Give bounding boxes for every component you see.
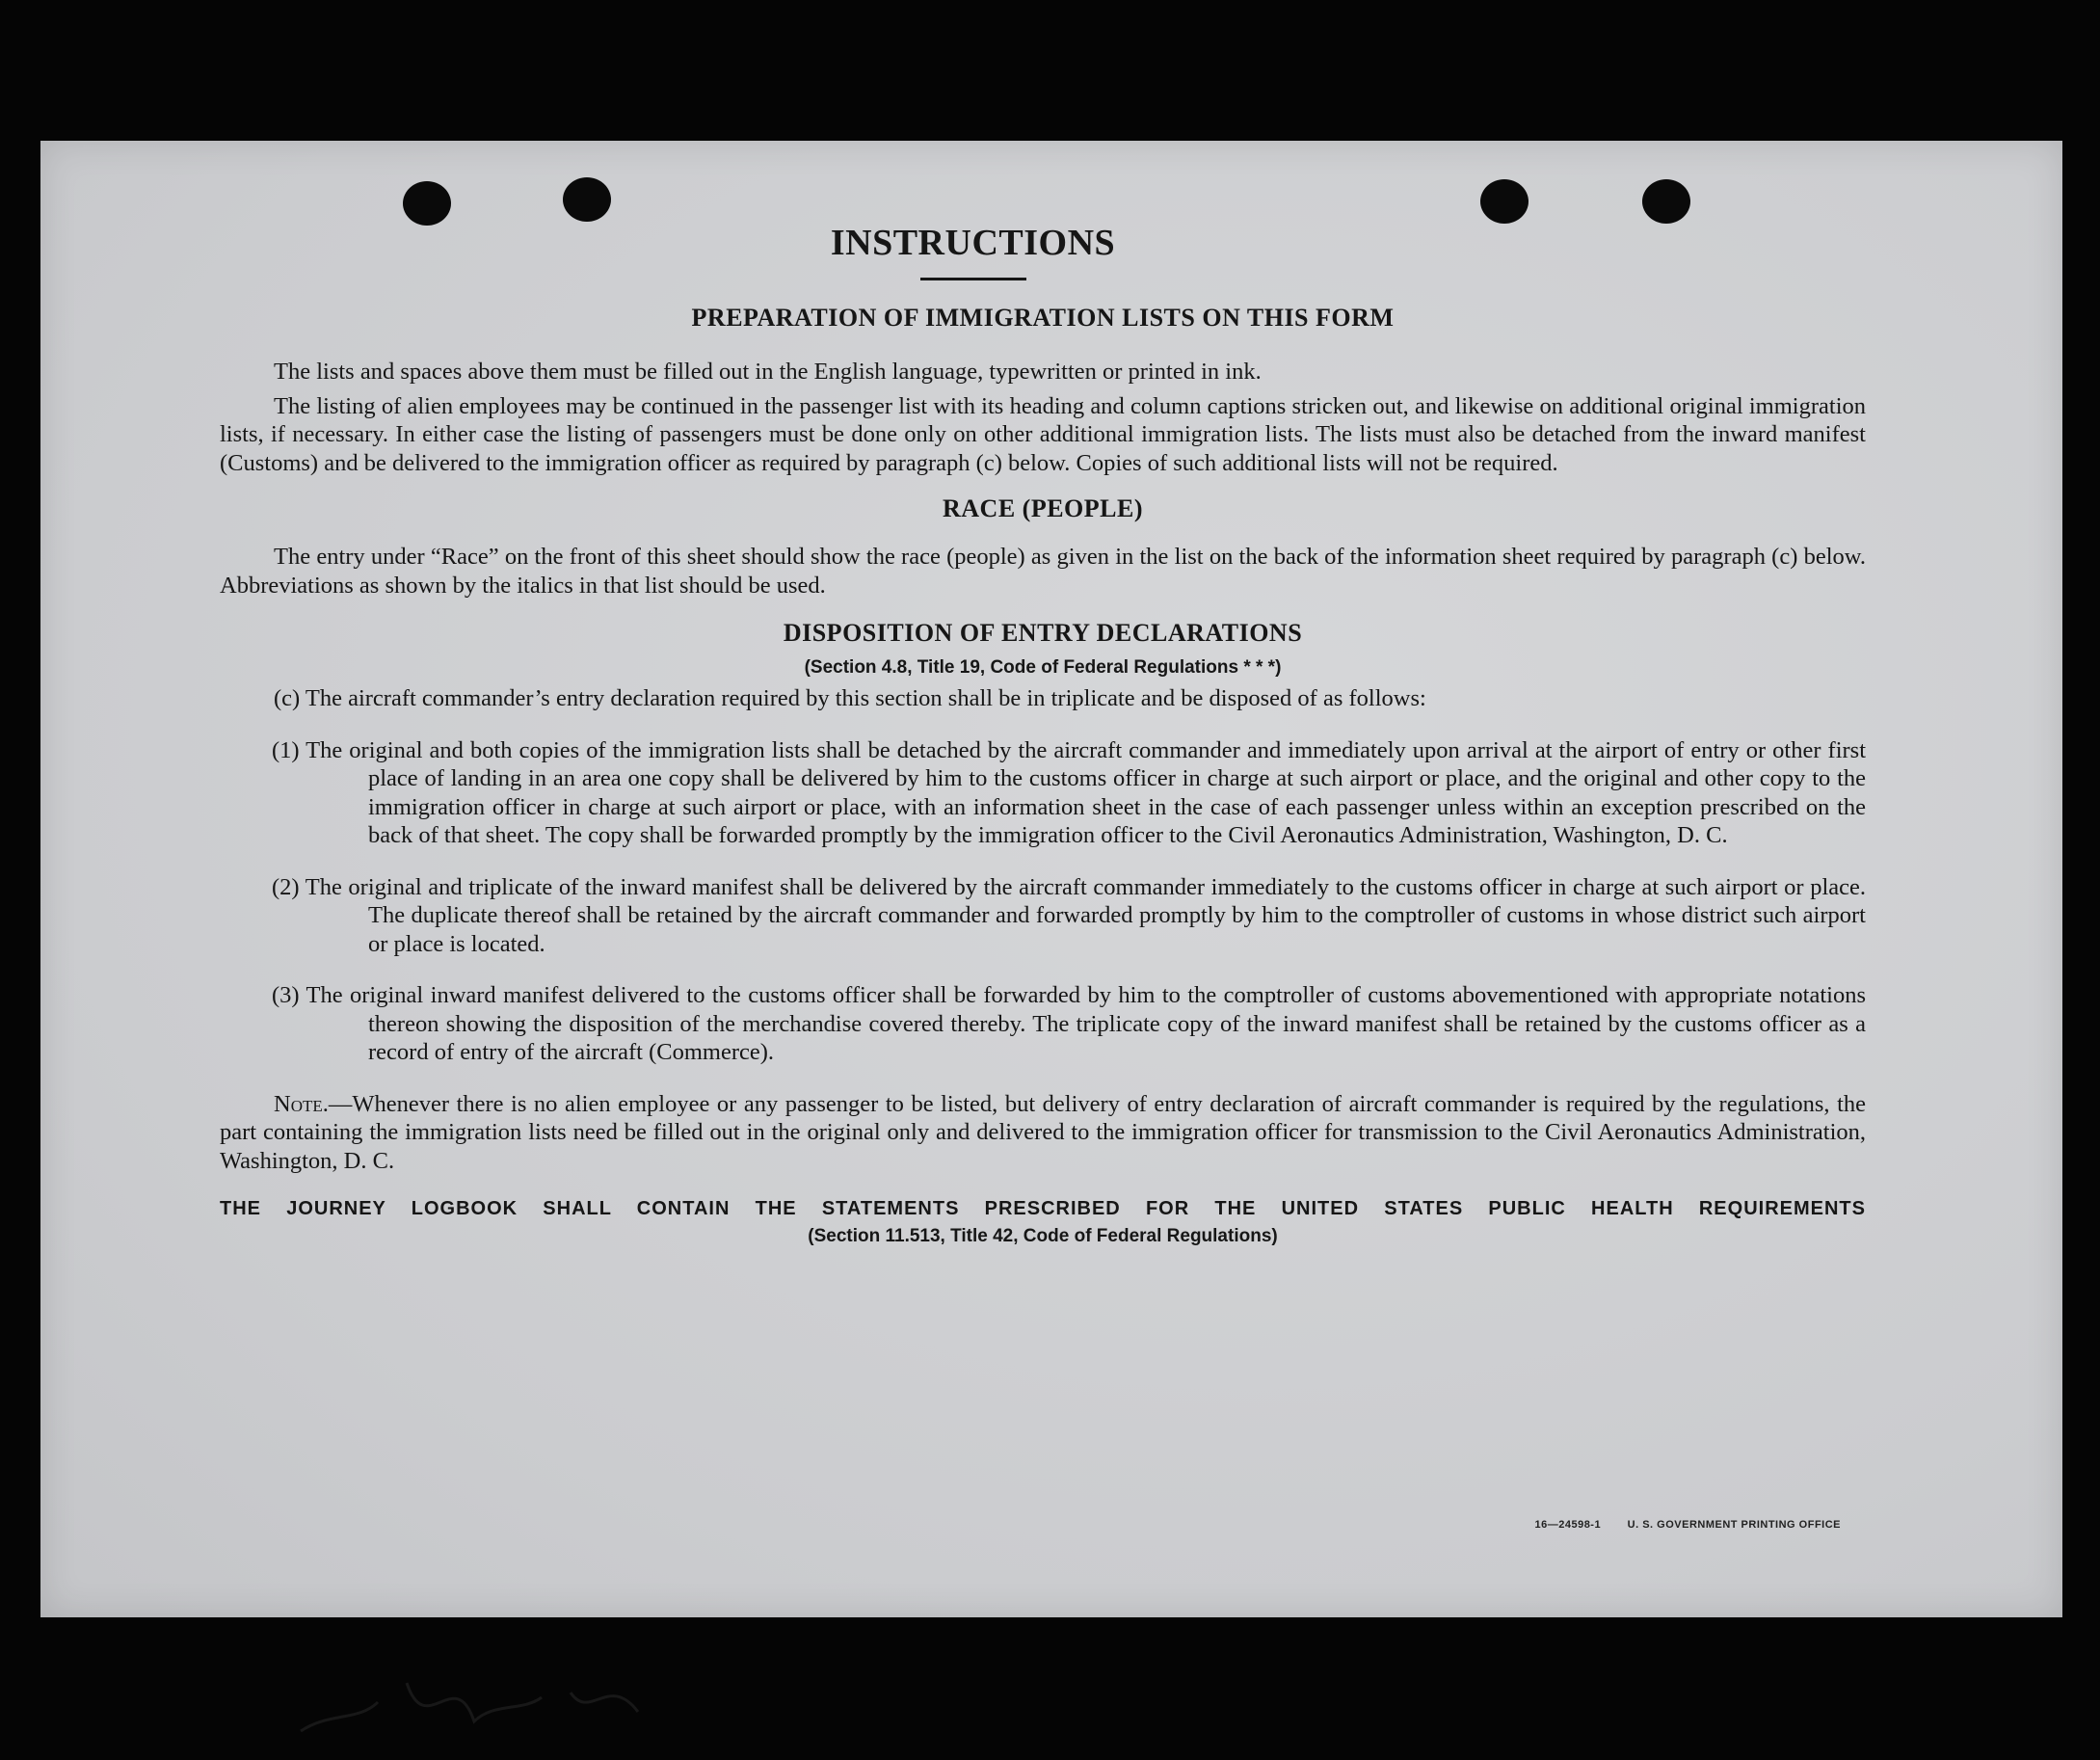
page-title: INSTRUCTIONS: [830, 223, 1116, 263]
section-citation: (Section 4.8, Title 19, Code of Federal Regulations * * *): [804, 657, 1282, 678]
section-heading-disposition: DISPOSITION OF ENTRY DECLARATIONS: [783, 619, 1303, 647]
note-label: Note.: [274, 1090, 329, 1117]
section-heading-preparation: PREPARATION OF IMMIGRATION LISTS ON THIS FORM: [691, 304, 1395, 332]
paragraph-lists: The lists and spaces above them must be filled out in the English language, typewritten or printed in ink.: [274, 359, 1262, 385]
handwritten-mark: [291, 1644, 696, 1760]
list-item: (2) The original and triplicate of the inward manifest shall be delivered by the aircraft commander immediately to the customs officer in charge at such airport or place. The duplicate thereof shall be retained by the aircraft commander and forwarded promptly by him to the comptroller of customs in whose district such airport or place is located.: [272, 873, 1866, 957]
form-footer: [1534, 1519, 1841, 1531]
note-paragraph: [220, 1090, 1866, 1176]
punch-hole: [1642, 179, 1690, 224]
paragraph-c: (c) The aircraft commander’s entry declaration required by this section shall be in triplicate and be disposed of as follows:: [274, 685, 1426, 711]
note-text: —Whenever there is no alien employee or any passenger to be listed, but delivery of entry declaration of aircraft commander is required by the regulations, the part containing the immigration lists need be filled out in the original only and delivered to the immigration officer for transmission to the Civil Aeronautics Administration, Washington, D. C.: [220, 1090, 1866, 1174]
punch-hole: [563, 177, 611, 222]
instructions-content: [220, 222, 1866, 1247]
health-citation: (Section 11.513, Title 42, Code of Federal Regulations): [808, 1226, 1278, 1246]
punch-hole: [1480, 179, 1528, 224]
paragraph-race: The entry under “Race” on the front of this sheet should show the race (people) as given in the list on the back of the information sheet required by paragraph (c) below. Abbreviations as shown by the italics in that list should be used.: [220, 544, 1866, 599]
list-item: (3) The original inward manifest delivered to the customs officer shall be forwarded by him to the comptroller of customs abovementioned with appropriate notations thereon showing the disposition of the merchandise covered thereby. The triplicate copy of the inward manifest shall be retained by the customs officer as a record of entry of the aircraft (Commerce).: [272, 982, 1866, 1065]
title-underline: [920, 278, 1026, 280]
list-item: (1) The original and both copies of the immigration lists shall be detached by the aircraft commander and immediately upon arrival at the airport of entry or other first place of landing in an area one copy shall be delivered by him to the customs officer in charge at such airport or place, and the original and other copy to the immigration officer in charge at such airport or place, with an information sheet in the case of each passenger unless within an exception prescribed on the back of that sheet. The copy shall be forwarded promptly by the immigration officer to the Civil Aeronautics Administration, Washington, D. C.: [272, 736, 1866, 848]
form-number: 16—24598-1: [1534, 1519, 1602, 1531]
printer-imprint: U. S. GOVERNMENT PRINTING OFFICE: [1627, 1519, 1841, 1531]
paragraph-alien-employees: The listing of alien employees may be continued in the passenger list with its heading and column captions stricken out, and likewise on additional original immigration lists, if necessary. In either case the listing of passengers must be done only on other additional immigration lists. The lists must also be detached from the inward manifest (Customs) and be delivered to the immigration officer as required by paragraph (c) below. Copies of such additional lists will not be required.: [220, 392, 1866, 476]
health-requirements-line: THE JOURNEY LOGBOOK SHALL CONTAIN THE STATEMENTS PRESCRIBED FOR THE UNITED STATES PUBLIC HEALTH REQUIREMENTS: [220, 1198, 1866, 1219]
section-heading-race: RACE (PEOPLE): [943, 494, 1143, 522]
punch-hole: [403, 181, 451, 226]
